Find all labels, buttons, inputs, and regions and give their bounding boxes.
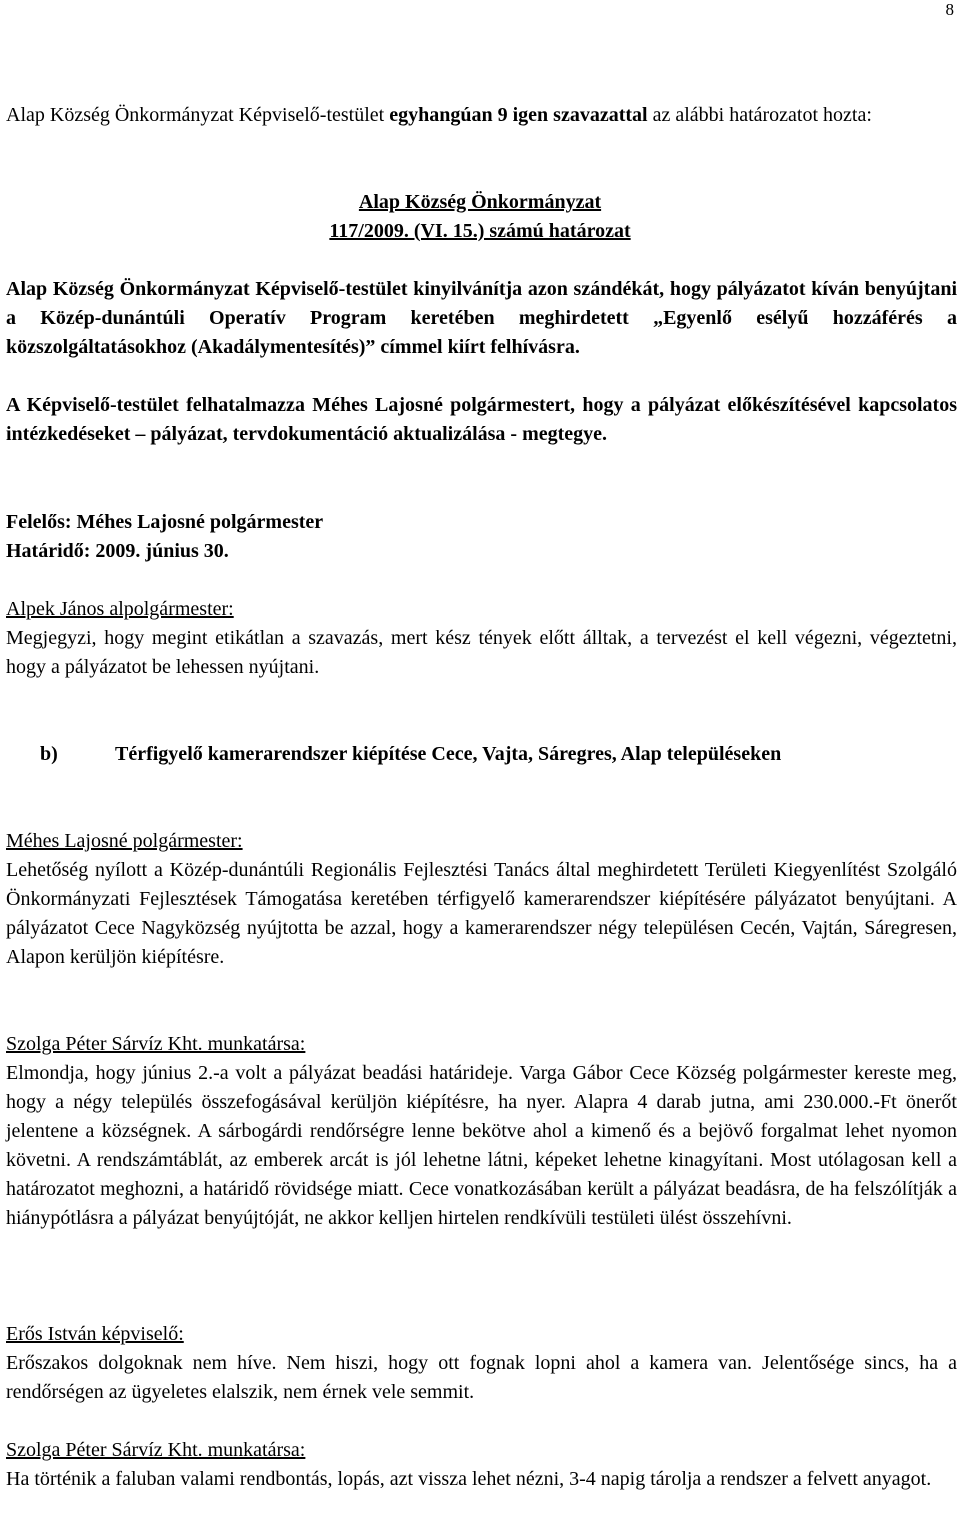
section-b-heading xyxy=(6,740,957,769)
speech-eros-text: Erőszakos dolgoknak nem híve. Nem hiszi, hogy ott fognak lopni ahol a kamera van. Jelentősége sincs, ha a rendőrségen az ügyeletes elalszik, nem érnek vele semmit. xyxy=(6,1352,957,1403)
intro-paragraph xyxy=(6,101,957,130)
resolution-title xyxy=(0,188,960,246)
intro-prefix: Alap Község Önkormányzat Képviselő-testület xyxy=(6,104,390,126)
resolution-responsible: Felelős: Méhes Lajosné polgármester xyxy=(6,511,324,533)
resolution-deadline: Határidő: 2009. június 30. xyxy=(6,540,229,562)
section-b-title: Térfigyelő kamerarendszer kiépítése Cece, Vajta, Sáregres, Alap településeken xyxy=(115,743,782,765)
speech-szolga-2-text: Ha történik a faluban valami rendbontás, lopás, azt vissza lehet nézni, 3-4 napig tárolja a rendszer a felvett anyagot. xyxy=(6,1468,932,1490)
resolution-title-line1: Alap Község Önkormányzat xyxy=(358,191,602,213)
resolution-paragraph-1: Alap Község Önkormányzat Képviselő-testület kinyilvánítja azon szándékát, hogy pályázatot kíván benyújtani a Közép-dunántúli Operatív Program keretében meghirdetett „Egyenlő esélyű hozzáférés a közszolgáltatásokhoz (Akadálymentesítés)” címmel kiírt felhívásra. xyxy=(6,278,957,358)
section-b-label: b) xyxy=(40,743,58,765)
speaker-szolga-1: Szolga Péter Sárvíz Kht. munkatársa: xyxy=(6,1033,306,1055)
resolution-paragraph-2: A Képviselő-testület felhatalmazza Méhes Lajosné polgármestert, hogy a pályázat előkészítésével kapcsolatos intézkedéseket – pályázat, tervdokumentáció aktualizálása - megtegye. xyxy=(6,394,957,445)
intro-suffix: az alábbi határozatot hozta: xyxy=(647,104,872,126)
intro-vote-result: egyhangúan 9 igen szavazattal xyxy=(389,104,648,126)
speech-mehes-text: Lehetőség nyílott a Közép-dunántúli Regionális Fejlesztési Tanács által meghirdetett Területi Kiegyenlítést Szolgáló Önkormányzati Fejlesztések Támogatása keretében térfigyelő kamerarendszer kiépítésére pályázatot benyújtani. A pályázatot Cece Nagyközség nyújtotta be azzal, hogy a kamerarendszer négy településen Cecén, Vajtán, Sáregresen, Alapon kerüljön kiépítésre. xyxy=(6,859,957,968)
resolution-title-line2: 117/2009. (VI. 15.) számú határozat xyxy=(329,220,631,242)
speaker-alpek: Alpek János alpolgármester: xyxy=(6,598,234,620)
speaker-szolga-2: Szolga Péter Sárvíz Kht. munkatársa: xyxy=(6,1439,306,1461)
speech-szolga-1-text: Elmondja, hogy június 2.-a volt a pályázat beadási határideje. Varga Gábor Cece Község polgármester kereste meg, hogy a négy település összefogásával kerüljön kiépítésre, ha nyer. Alapra 4 darab jutna, ami 230.000.-Ft önerőt jelentene a községnek. A sárbogárdi rendőrségre lenne bekötve ahol a kimenő és a bejövő forgalmat lehet nyomon követni. A rendszámtáblát, az emberek arcát is jól lehetne látni, képeket lehetne kinagyítani. Most utólagosan kell a határozatot meghozni, a határidő rövidsége miatt. Cece vonatkozásában került a pályázat beadásra, de ha felszólítják a hiánypótlásra a pályázat benyújtóját, ne akkor kelljen hirtelen rendkívüli testületi ülést összehívni. xyxy=(6,1062,957,1229)
speaker-mehes: Méhes Lajosné polgármester: xyxy=(6,830,243,852)
speech-alpek-text: Megjegyzi, hogy megint etikátlan a szavazás, mert kész tények előtt álltak, a tervezést el kell végezni, végeztetni, hogy a pályázatot be lehessen nyújtani. xyxy=(6,627,957,678)
speaker-eros: Erős István képviselő: xyxy=(6,1323,184,1345)
page-number: 8 xyxy=(945,0,954,19)
